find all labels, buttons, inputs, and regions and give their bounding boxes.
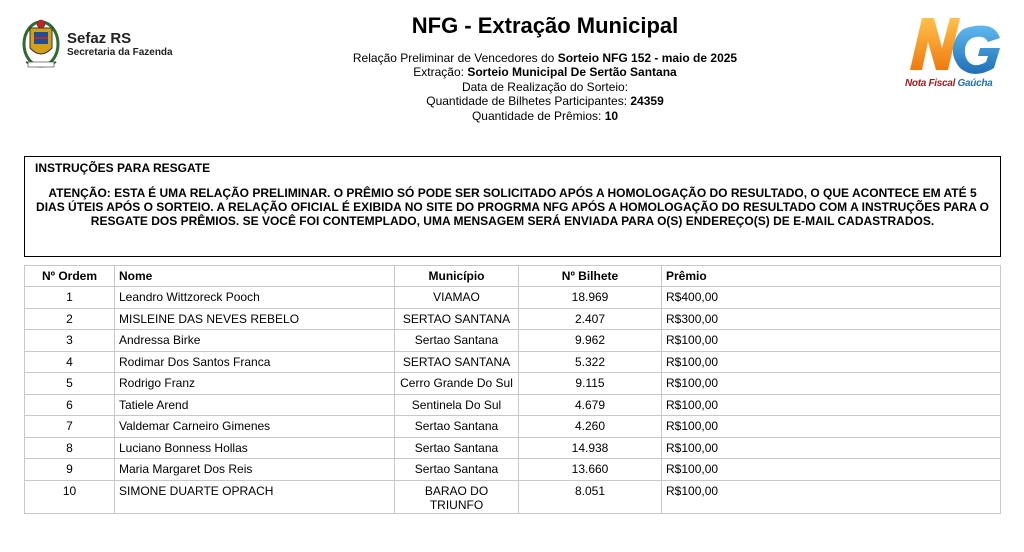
cell-premio: R$100,00 <box>662 373 1001 395</box>
cell-nome: SIMONE DUARTE OPRACH <box>115 480 395 513</box>
cell-ordem: 6 <box>25 394 115 416</box>
cell-nome: Andressa Birke <box>115 330 395 352</box>
cell-premio: R$100,00 <box>662 437 1001 459</box>
winners-table <box>24 265 1001 514</box>
info-line-premios <box>260 109 830 123</box>
cell-nome: Tatiele Arend <box>115 394 395 416</box>
info-label: Data de Realização do Sorteio: <box>461 79 629 94</box>
cell-municipio: VIAMAO <box>395 287 519 309</box>
cell-bilhete: 14.938 <box>519 437 662 459</box>
table-row <box>25 480 1001 513</box>
brand-caption-1: Nota Fiscal <box>905 78 956 89</box>
table-row <box>25 416 1001 438</box>
cell-bilhete: 9.115 <box>519 373 662 395</box>
info-value: 24359 <box>630 94 664 109</box>
table-row <box>25 437 1001 459</box>
cell-bilhete: 9.962 <box>519 330 662 352</box>
cell-bilhete: 4.260 <box>519 416 662 438</box>
cell-ordem: 3 <box>25 330 115 352</box>
col-header-municipio: Município <box>395 266 519 287</box>
cell-premio: R$100,00 <box>662 416 1001 438</box>
info-label: Relação Preliminar de Vencedores do <box>352 51 555 65</box>
draw-info <box>260 51 830 123</box>
instructions-box <box>24 156 1001 257</box>
info-line-sorteio <box>260 51 830 65</box>
info-label: Quantidade de Bilhetes Participantes: <box>426 94 628 109</box>
info-value: 10 <box>604 108 619 123</box>
table-row <box>25 373 1001 395</box>
cell-municipio: Cerro Grande Do Sul <box>395 373 519 395</box>
cell-premio: R$100,00 <box>662 459 1001 481</box>
cell-bilhete: 2.407 <box>519 308 662 330</box>
table-row <box>25 394 1001 416</box>
cell-premio: R$100,00 <box>662 480 1001 513</box>
info-line-bilhetes <box>260 94 830 108</box>
cell-ordem: 4 <box>25 351 115 373</box>
cell-bilhete: 4.679 <box>519 394 662 416</box>
page-header <box>0 0 1024 140</box>
info-value: Sorteio Municipal De Sertão Santana <box>467 65 677 80</box>
cell-nome: Leandro Wittzoreck Pooch <box>115 287 395 309</box>
table-row <box>25 308 1001 330</box>
table-header-row <box>25 266 1001 287</box>
cell-premio: R$100,00 <box>662 330 1001 352</box>
coat-of-arms-icon <box>22 18 60 70</box>
brand-caption-2: Gaúcha <box>957 78 993 89</box>
cell-premio: R$100,00 <box>662 394 1001 416</box>
cell-municipio: SERTAO SANTANA <box>395 351 519 373</box>
info-label: Extração: <box>413 65 464 80</box>
cell-nome: Valdemar Carneiro Gimenes <box>115 416 395 438</box>
instructions-title: INSTRUÇÕES PARA RESGATE <box>35 161 211 175</box>
cell-municipio: Sentinela Do Sul <box>395 394 519 416</box>
sefaz-logo <box>22 18 173 70</box>
col-header-nome: Nome <box>115 266 395 287</box>
cell-nome: Luciano Bonness Hollas <box>115 437 395 459</box>
col-header-premio: Prêmio <box>662 266 1001 287</box>
org-subtitle: Secretaria da Fazenda <box>67 47 173 58</box>
cell-ordem: 2 <box>25 308 115 330</box>
cell-nome: Rodrigo Franz <box>115 373 395 395</box>
col-header-ordem: Nº Ordem <box>25 266 115 287</box>
info-line-data <box>260 80 830 94</box>
table-row <box>25 459 1001 481</box>
table-row <box>25 330 1001 352</box>
cell-ordem: 9 <box>25 459 115 481</box>
cell-municipio: BARAO DO TRIUNFO <box>395 480 519 513</box>
cell-municipio: SERTAO SANTANA <box>395 308 519 330</box>
cell-nome: Maria Margaret Dos Reis <box>115 459 395 481</box>
cell-bilhete: 8.051 <box>519 480 662 513</box>
info-value: Sorteio NFG 152 - maio de 2025 <box>557 51 738 65</box>
info-label: Quantidade de Prêmios: <box>471 108 602 123</box>
cell-municipio: Sertao Santana <box>395 330 519 352</box>
info-line-extracao <box>260 65 830 79</box>
nfg-caption <box>905 78 992 89</box>
cell-municipio: Sertao Santana <box>395 437 519 459</box>
cell-premio: R$400,00 <box>662 287 1001 309</box>
col-header-bilhete: Nº Bilhete <box>519 266 662 287</box>
instructions-body: ATENÇÃO: ESTA É UMA RELAÇÃO PRELIMINAR. O PRÊMIO SÓ PODE SER SOLICITADO APÓS A HOMOLOGAÇÃO DO RESULTADO, O QUE ACONTECE EM ATÉ 5 DIAS ÚTEIS APÓS O SORTEIO. A RELAÇÃO OFICIAL É EXIBIDA NO SITE DO PROGRMA NFG APÓS A HOMOLOGAÇÃO DO RESULTADO COM A INSTRUÇÕES PARA O RESGATE DOS PRÊMIOS. SE VOCÊ FOI CONTEMPLADO, UMA MENSAGEM SERÁ ENVIADA PARA O(S) ENDEREÇO(S) DE E-MAIL CADASTRADOS. <box>36 186 989 228</box>
org-name: Sefaz RS <box>67 30 132 47</box>
cell-ordem: 1 <box>25 287 115 309</box>
cell-premio: R$100,00 <box>662 351 1001 373</box>
cell-ordem: 5 <box>25 373 115 395</box>
table-row <box>25 351 1001 373</box>
cell-premio: R$300,00 <box>662 308 1001 330</box>
cell-ordem: 7 <box>25 416 115 438</box>
cell-bilhete: 13.660 <box>519 459 662 481</box>
cell-ordem: 10 <box>25 480 115 513</box>
cell-municipio: Sertao Santana <box>395 416 519 438</box>
table-row <box>25 287 1001 309</box>
page-title: NFG - Extração Municipal <box>411 13 679 38</box>
cell-nome: Rodimar Dos Santos Franca <box>115 351 395 373</box>
cell-nome: MISLEINE DAS NEVES REBELO <box>115 308 395 330</box>
cell-municipio: Sertao Santana <box>395 459 519 481</box>
cell-bilhete: 5.322 <box>519 351 662 373</box>
cell-ordem: 8 <box>25 437 115 459</box>
cell-bilhete: 18.969 <box>519 287 662 309</box>
